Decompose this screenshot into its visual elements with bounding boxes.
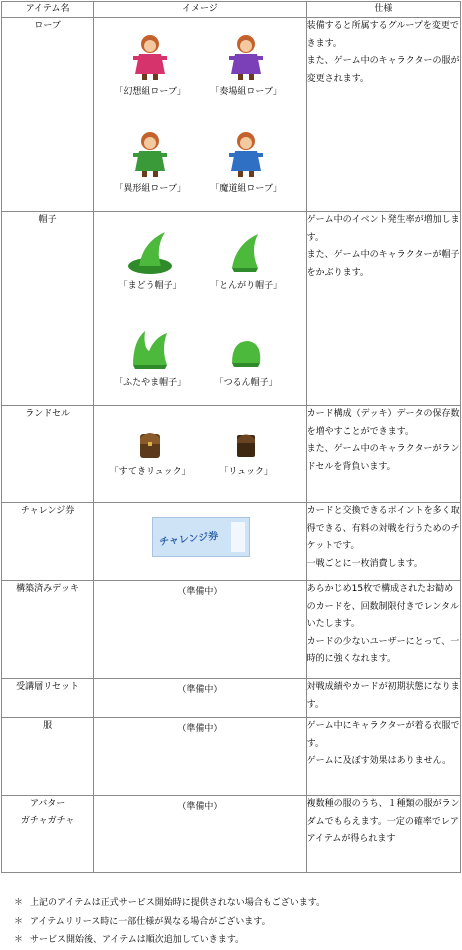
- bag-figure: [196, 426, 296, 477]
- item-name: チャレンジ券: [2, 503, 94, 581]
- row-prebuilt-deck: [2, 581, 461, 679]
- backpack-icon: [232, 426, 260, 462]
- hat-figure: [196, 228, 296, 291]
- row-clothes: [2, 718, 461, 796]
- spec-line: カード構成（デッキ）データの保存数を増やすことができます。: [306, 409, 460, 437]
- hat-figure: [100, 325, 200, 388]
- row-robe: [2, 18, 461, 212]
- spec-line: ゲーム中にキャラクターが着る衣服です。: [306, 721, 460, 749]
- footnote-text: アイテムリリース時に一部仕様が異なる場合がございます。: [30, 916, 271, 927]
- spec-line: カードと交換できるポイントを多く取得できる、有料の対戦を行うためのチケットです。: [306, 506, 460, 551]
- asterisk-mark: ＊: [14, 898, 24, 908]
- in-preparation-label: （準備中）: [177, 802, 223, 812]
- item-caption: 「ふたやま帽子」: [114, 378, 187, 388]
- robe-figure: [100, 129, 200, 194]
- backpack-icon: [136, 426, 164, 462]
- header-name: アイテム名: [2, 2, 94, 18]
- item-name: [2, 796, 94, 873]
- item-caption: 「奏場組ローブ」: [210, 87, 282, 97]
- spec-line: また、ゲーム中のキャラクターがランドセルを背負います。: [306, 444, 460, 472]
- item-name: 帽子: [2, 212, 94, 406]
- item-caption: 「つるん帽子」: [214, 378, 278, 388]
- item-name: ローブ: [2, 18, 94, 212]
- spec-line: また、ゲーム中のキャラクターが帽子をかぶります。: [306, 250, 460, 278]
- item-caption: 「リュック」: [219, 467, 274, 477]
- item-name-line: ガチャガチャ: [20, 816, 75, 826]
- asterisk-mark: ＊: [14, 935, 24, 945]
- asterisk-mark: ＊: [14, 916, 24, 927]
- item-caption: 「すてきリュック」: [109, 467, 191, 477]
- robe-figure: [196, 32, 296, 97]
- spec-line: ゲーム中のイベント発生率が増加します。: [306, 215, 460, 243]
- in-preparation-label: （準備中）: [177, 685, 223, 695]
- item-caption: 「幻想組ローブ」: [114, 87, 186, 97]
- item-name: 受講層リセット: [2, 679, 94, 718]
- item-image-cell: [94, 718, 306, 796]
- bag-figure: [100, 426, 200, 477]
- item-image-cell: [94, 679, 306, 718]
- hat-figure: [100, 228, 200, 291]
- spec-line: 一戦ごとに一枚消費します。: [306, 558, 423, 569]
- ticket-label: チャレンジ券: [158, 530, 220, 549]
- row-avatar-gacha: [2, 796, 461, 873]
- item-spec: [306, 581, 460, 679]
- wizard-hat-icon: [125, 228, 175, 276]
- item-caption: 「とんがり帽子」: [210, 281, 283, 291]
- spec-line: 装備すると所属するグループを変更できます。: [306, 21, 459, 49]
- item-spec: [306, 18, 460, 212]
- footnotes: [14, 894, 325, 950]
- footnote: [14, 931, 325, 950]
- item-caption: 「異形組ローブ」: [114, 184, 186, 194]
- footnote-text: 上記のアイテムは正式サービス開始時に提供されない場合もございます。: [30, 898, 326, 908]
- item-spec: [306, 503, 460, 581]
- robe-character-icon: [129, 32, 171, 82]
- footnote: [14, 894, 325, 913]
- spec-line: また、ゲーム中のキャラクターの服が変更されます。: [306, 56, 460, 84]
- robe-character-icon: [129, 129, 171, 179]
- item-name-line: アバター: [29, 799, 66, 809]
- footnote: [14, 913, 325, 932]
- spec-line: カードの少ないユーザーにとって、一時的に強くなれます。: [306, 636, 460, 664]
- row-hat: [2, 212, 461, 406]
- robe-character-icon: [225, 32, 267, 82]
- item-image-cell: [94, 581, 306, 679]
- spec-line: 複数種の服のうち、１種類の服がランダムでもらえます。一定の確率でレアアイテムが得られます: [306, 799, 460, 844]
- item-name: 構築済みデッキ: [2, 581, 94, 679]
- header-row: [2, 2, 461, 18]
- item-spec: [306, 718, 460, 796]
- robe-figure: [196, 129, 296, 194]
- ticket-image: [152, 517, 250, 557]
- row-reset: [2, 679, 461, 718]
- row-randoseru: [2, 406, 461, 503]
- header-spec: 仕様: [306, 2, 460, 18]
- item-caption: 「まどう帽子」: [118, 281, 182, 291]
- item-image-cell: [94, 406, 306, 503]
- item-spec: [306, 796, 460, 873]
- in-preparation-label: （準備中）: [177, 587, 223, 597]
- item-name: ランドセル: [2, 406, 94, 503]
- hat-figure: [196, 325, 296, 388]
- round-hat-icon: [226, 325, 266, 373]
- item-spec: [306, 212, 460, 406]
- item-name: 服: [2, 718, 94, 796]
- item-spec: [306, 406, 460, 503]
- robe-figure: [100, 32, 200, 97]
- footnote-text: サービス開始後、アイテムは順次追加していきます。: [30, 935, 245, 945]
- item-image-cell: [94, 796, 306, 873]
- item-caption: 「魔道組ローブ」: [210, 184, 282, 194]
- item-image-cell: [94, 212, 306, 406]
- spec-line: ゲームに及ぼす効果はありません。: [306, 756, 452, 766]
- item-image-cell: [94, 503, 306, 581]
- robe-character-icon: [225, 129, 267, 179]
- item-image-cell: [94, 18, 306, 212]
- item-spec: [306, 679, 460, 718]
- header-image: イメージ: [94, 2, 306, 18]
- in-preparation-label: （準備中）: [177, 724, 223, 734]
- item-table: [1, 1, 461, 873]
- spec-line: あらかじめ15枚で構成されたお勧めのカードを、回数制限付きでレンタルいたします。: [306, 584, 460, 629]
- spec-line: 対戦成績やカードが初期状態になります。: [306, 682, 460, 710]
- row-challenge-ticket: [2, 503, 461, 581]
- twin-peak-hat-icon: [127, 325, 173, 373]
- pointy-hat-icon: [226, 228, 266, 276]
